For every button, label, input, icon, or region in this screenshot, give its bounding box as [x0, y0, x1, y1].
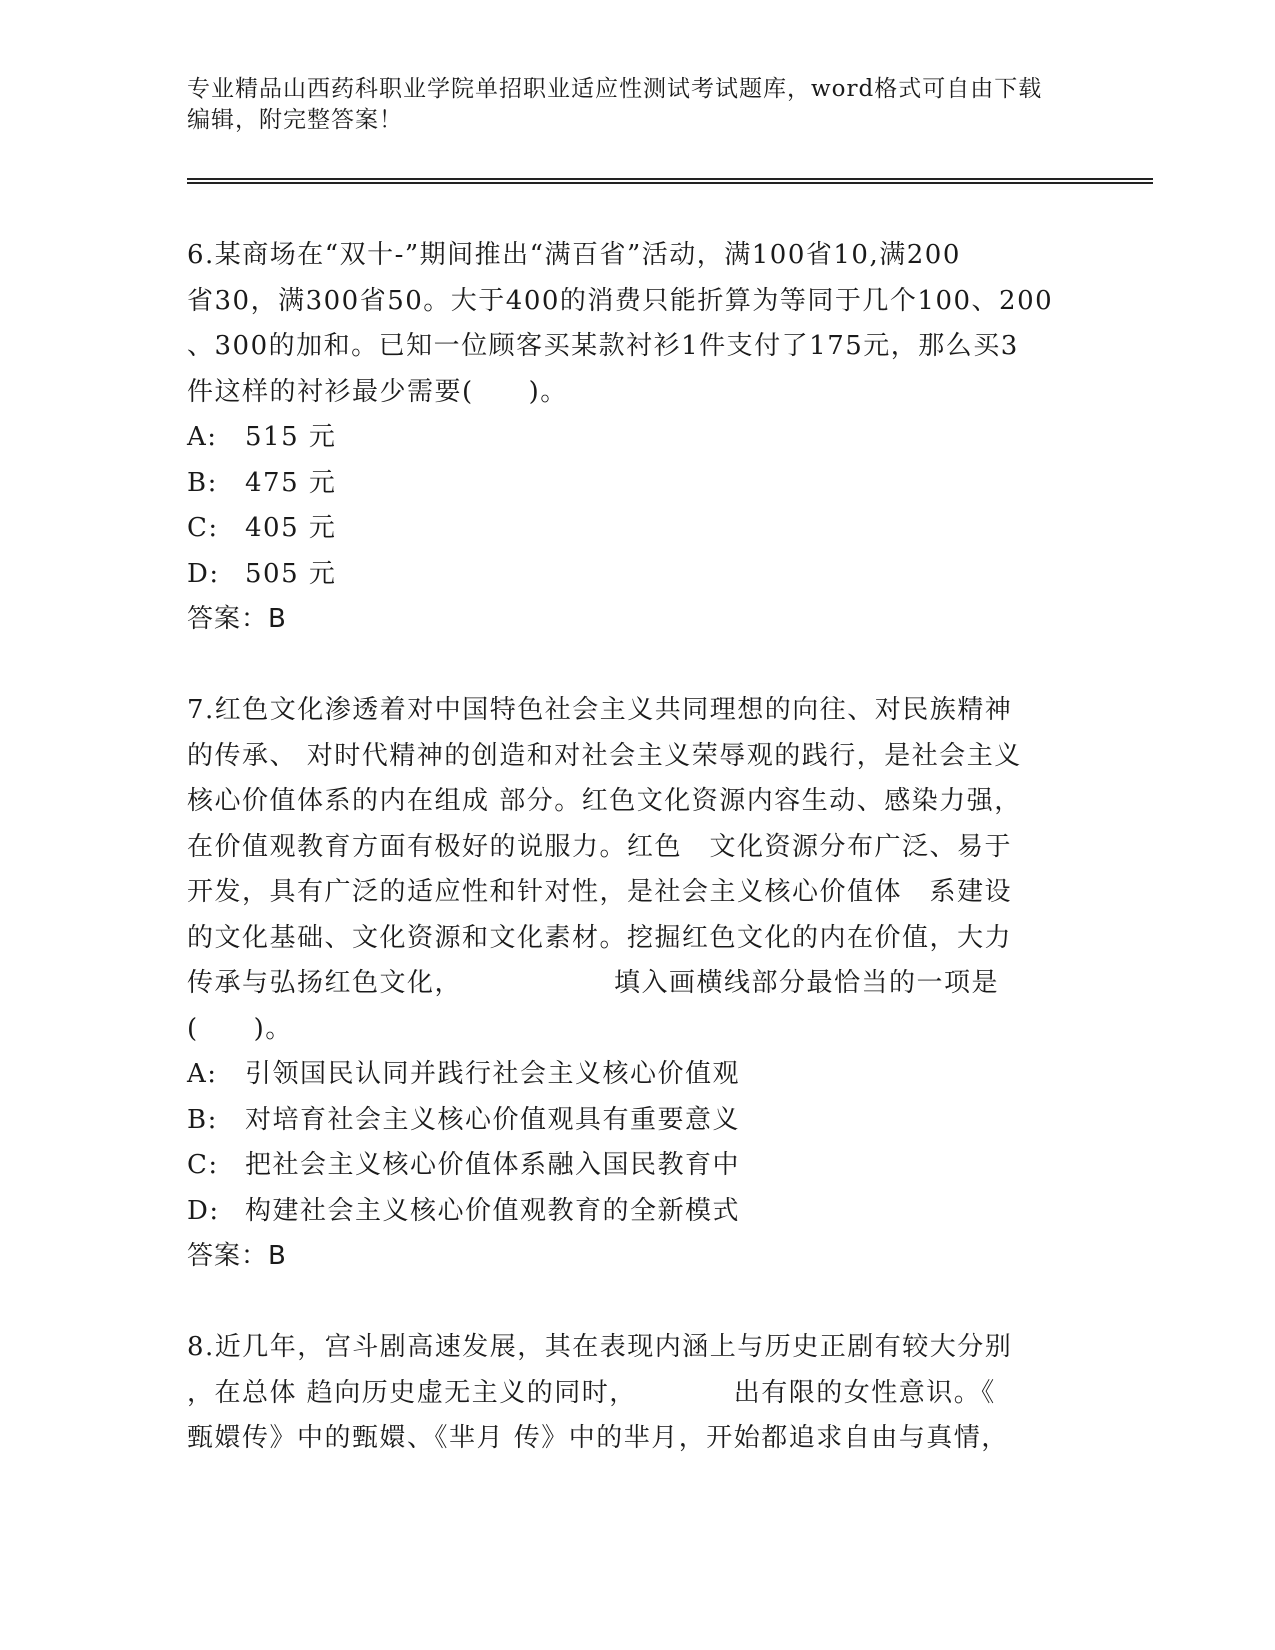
option-letter: C:	[187, 1150, 219, 1180]
option-d	[187, 1189, 1087, 1235]
question-8	[187, 1325, 1087, 1462]
stem-line: 件这样的衬衫最少需要( )。	[187, 376, 568, 407]
option-letter: D:	[187, 558, 220, 589]
answer: 答案：B	[187, 604, 287, 634]
option-letter: B:	[187, 467, 218, 498]
question-stem	[187, 233, 1087, 415]
option-text: 405 元	[245, 513, 337, 543]
option-c	[187, 506, 1087, 552]
stem-line: 甄嬛传》中的甄嬛、《芈月 传》中的芈月，开始都追求自由与真情，	[187, 1423, 1009, 1453]
header-line-1: 专业精品山西药科职业学院单招职业适应性测试考试题库，word格式可自由下载	[187, 76, 1043, 102]
stem-line: 的传承、 对时代精神的创造和对社会主义荣辱观的践行，是社会主义	[187, 740, 1022, 771]
question-6	[187, 233, 1087, 643]
stem-line: 8.近几年，宫斗剧高速发展，其在表现内涵上与历史正剧有较大分别	[187, 1332, 1013, 1362]
option-a	[187, 415, 1087, 461]
option-letter: C:	[187, 513, 219, 543]
option-text: 构建社会主义核心价值观教育的全新模式	[245, 1195, 741, 1226]
question-stem	[187, 688, 1087, 1052]
header-divider-bottom	[187, 182, 1153, 184]
option-d	[187, 552, 1087, 598]
answer: 答案：B	[187, 1241, 287, 1271]
option-text: 515 元	[245, 422, 337, 452]
stem-line: 在价值观教育方面有极好的说服力。红色 文化资源分布广泛、易于	[187, 831, 1013, 862]
option-letter: B:	[187, 1104, 218, 1135]
option-letter: A:	[187, 1059, 218, 1089]
document-header	[187, 74, 1087, 136]
stem-line: 的文化基础、文化资源和文化素材。挖掘红色文化的内在价值，大力	[187, 922, 1013, 953]
option-c	[187, 1143, 1087, 1189]
option-a	[187, 1052, 1087, 1098]
header-line-2: 编辑，附完整答案！	[187, 107, 403, 133]
stem-line: 7.红色文化渗透着对中国特色社会主义共同理想的向往、对民族精神	[187, 695, 1013, 725]
header-divider-top	[187, 178, 1153, 180]
option-b	[187, 461, 1087, 507]
stem-line: ( )。	[187, 1013, 293, 1044]
option-text: 对培育社会主义核心价值观具有重要意义	[245, 1104, 741, 1135]
option-text: 把社会主义核心价值体系融入国民教育中	[245, 1150, 741, 1180]
option-text: 引领国民认同并践行社会主义核心价值观	[245, 1059, 741, 1089]
option-letter: A:	[187, 422, 218, 452]
option-text: 505 元	[245, 558, 337, 589]
stem-line: 开发，具有广泛的适应性和针对性，是社会主义核心价值体 系建设	[187, 877, 1013, 907]
option-letter: D:	[187, 1195, 220, 1226]
stem-line: 核心价值体系的内在组成 部分。红色文化资源内容生动、感染力强，	[187, 786, 1022, 816]
stem-line: 省30，满300省50。大于400的消费只能折算为等同于几个100、200	[187, 285, 1054, 316]
question-stem	[187, 1325, 1087, 1462]
question-7	[187, 688, 1087, 1280]
stem-line: 传承与弘扬红色文化， 填入画横线部分最恰当的一项是	[187, 968, 1000, 998]
option-text: 475 元	[245, 467, 337, 498]
stem-line: 、300的加和。已知一位顾客买某款衬衫1件支付了175元，那么买3	[187, 331, 1019, 361]
stem-line: ，在总体 趋向历史虚无主义的同时， 出有限的女性意识。《	[187, 1377, 996, 1408]
option-b	[187, 1098, 1087, 1144]
stem-line: 6.某商场在“双十-”期间推出“满百省”活动，满100省10,满200	[187, 240, 961, 270]
